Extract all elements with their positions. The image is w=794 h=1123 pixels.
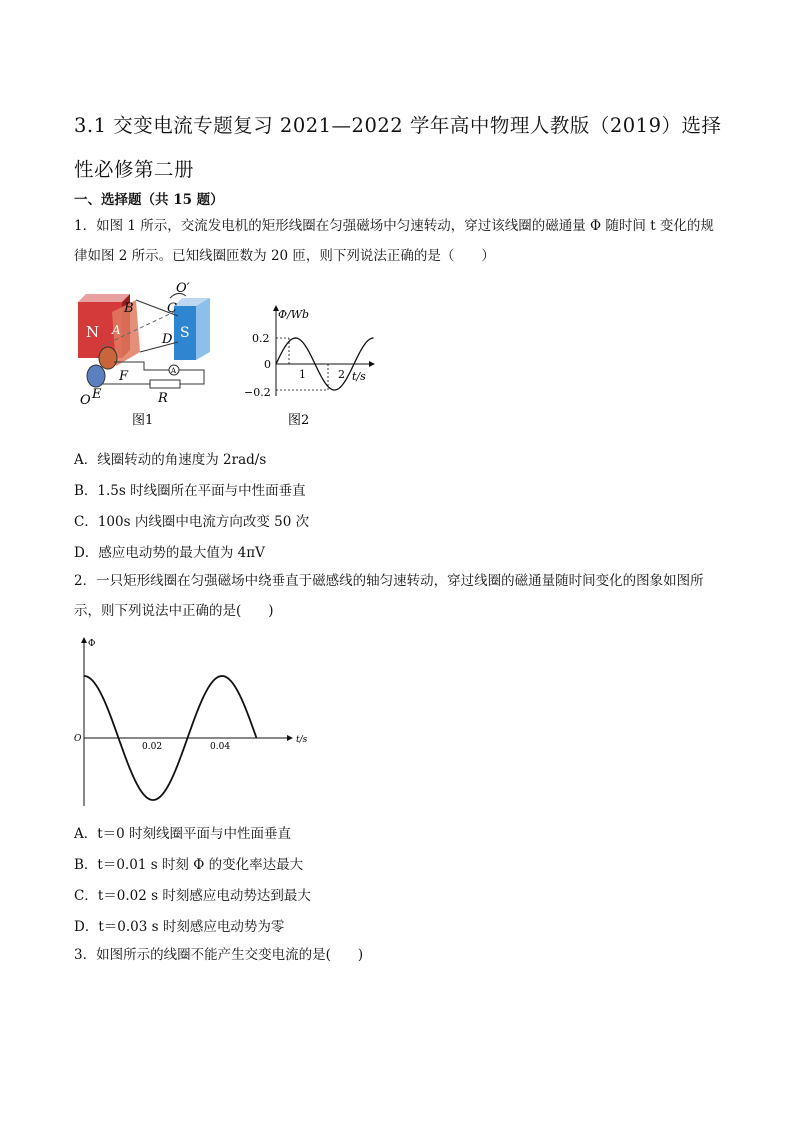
label-r: R <box>158 391 168 406</box>
label-d: D <box>162 332 173 347</box>
label-o-prime: O′ <box>176 281 190 296</box>
figure-2-caption: 图2 <box>288 413 310 428</box>
q2-y-label: Φ <box>88 639 96 649</box>
q1-option-c: C．100s 内线圈中电流方向改变 50 次 <box>74 514 310 530</box>
label-o: O <box>80 393 91 408</box>
q1-option-a: A．线圈转动的角速度为 2rad/s <box>74 452 267 468</box>
document-title: 3.1 交变电流专题复习 2021—2022 学年高中物理人教版（2019）选择性必修第二册 <box>74 114 722 181</box>
figure-1-caption: 图1 <box>132 413 154 428</box>
fig2-xtick-2: 2 <box>338 368 345 381</box>
fig2-ytick-pos: 0.2 <box>252 332 270 345</box>
label-b: B <box>124 301 134 316</box>
q2-option-d: D．t＝0.03 s 时刻感应电动势为零 <box>74 919 285 935</box>
q2-option-a: A．t＝0 时刻线圈平面与中性面垂直 <box>74 826 292 842</box>
fig2-y-label: Φ/Wb <box>278 308 310 321</box>
section-heading: 一、选择题（共 15 题） <box>74 192 224 208</box>
q2-flux-graph <box>70 634 320 810</box>
label-n: N <box>86 323 100 341</box>
magnet-s-side <box>196 298 210 360</box>
fig2-ytick-neg: −0.2 <box>244 386 271 399</box>
question-2-stem: 2．一只矩形线圈在匀强磁场中绕垂直于磁感线的轴匀速转动，穿过线圈的磁通量随时间变化的图象如图所示，则下列说法中正确的是( ) <box>74 573 704 619</box>
label-e: E <box>92 387 102 402</box>
fig2-x-label: t/s <box>352 370 366 383</box>
resistor <box>150 380 180 388</box>
slip-ring-upper <box>99 347 117 369</box>
q2-xtick-004: 0.04 <box>210 742 231 752</box>
magnet-n-top <box>78 294 130 302</box>
fig2-xtick-1: 1 <box>299 368 306 381</box>
label-c: C <box>167 301 177 316</box>
q2-option-b: B．t＝0.01 s 时刻 Φ 的变化率达最大 <box>74 857 304 873</box>
question-3-stem: 3．如图所示的线圈不能产生交变电流的是( ) <box>74 947 364 963</box>
q2-x-label: t/s <box>296 735 308 745</box>
q2-xtick-002: 0.02 <box>142 742 163 752</box>
label-a: A <box>112 323 121 337</box>
label-s: S <box>180 325 190 341</box>
q1-option-b: B．1.5s 时线圈所在平面与中性面垂直 <box>74 483 306 499</box>
figure-2-graph <box>236 300 386 430</box>
question-1-stem: 1．如图 1 所示，交流发电机的矩形线圈在匀强磁场中匀速转动，穿过该线圈的磁通量 Φ 随时间 t 变化的规律如图 2 所示。已知线圈匝数为 20 匝，则下列说法正确的是（ ） <box>74 218 714 264</box>
label-f: F <box>119 369 129 384</box>
q2-option-c: C．t＝0.02 s 时刻感应电动势达到最大 <box>74 888 311 904</box>
q2-origin-label: O <box>74 734 82 744</box>
figure-1-generator <box>74 280 214 430</box>
q1-option-d: D．感应电动势的最大值为 4πV <box>74 545 265 561</box>
ammeter-label: A <box>171 367 177 375</box>
fig2-ytick-zero: 0 <box>264 358 271 371</box>
